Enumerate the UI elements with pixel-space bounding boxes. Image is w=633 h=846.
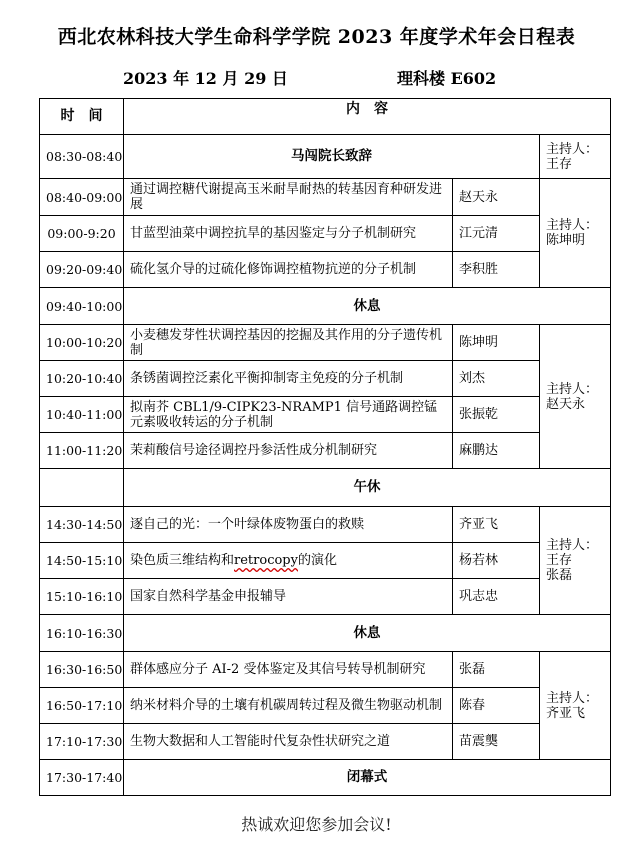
- host-cell: 主持人： 齐亚飞: [540, 652, 611, 760]
- talk-title: 小麦穗发芽性状调控基因的挖掘及其作用的分子遗传机制: [124, 325, 453, 361]
- talk-title: 生物大数据和人工智能时代复杂性状研究之道: [124, 724, 453, 760]
- time-cell: 15:10-16:10: [40, 579, 124, 615]
- speaker-cell: 江元清: [453, 216, 540, 252]
- time-cell: 11:00-11:20: [40, 433, 124, 469]
- welcome-message: 热诚欢迎您参加会议!: [241, 815, 392, 834]
- talk-title: 硫化氢介导的过硫化修饰调控植物抗逆的分子机制: [124, 252, 453, 288]
- lunch-break-label: 午休: [124, 469, 611, 507]
- table-row: [40, 397, 611, 433]
- table-row: [40, 543, 611, 579]
- table-row: [40, 288, 611, 325]
- schedule-table: [39, 98, 611, 796]
- event-date: 2023 年 12 月 29 日: [123, 69, 288, 88]
- time-cell: 14:30-14:50: [40, 507, 124, 543]
- talk-title: 条锈菌调控泛素化平衡抑制寄主免疫的分子机制: [124, 361, 453, 397]
- speaker-cell: 陈春: [453, 688, 540, 724]
- talk-title-part: 染色质三维结构和: [130, 553, 235, 568]
- break-label: 休息: [124, 288, 611, 325]
- speaker-cell: 张振乾: [453, 397, 540, 433]
- host-cell: 主持人： 王存: [540, 135, 611, 179]
- speaker-cell: 苗震龑: [453, 724, 540, 760]
- time-cell: 10:20-10:40: [40, 361, 124, 397]
- closing-ceremony: 闭幕式: [124, 760, 611, 796]
- time-cell: 10:40-11:00: [40, 397, 124, 433]
- table-row: [40, 325, 611, 361]
- table-row: [40, 760, 611, 796]
- speaker-cell: 麻鹏达: [453, 433, 540, 469]
- time-cell: [40, 469, 124, 507]
- speaker-cell: 刘杰: [453, 361, 540, 397]
- table-row: [40, 652, 611, 688]
- time-cell: 09:20-09:40: [40, 252, 124, 288]
- time-cell: 17:10-17:30: [40, 724, 124, 760]
- talk-title: 逐自己的光：一个叶绿体废物蛋白的救赎: [124, 507, 453, 543]
- talk-title: 通过调控糖代谢提高玉米耐旱耐热的转基因育种研发进展: [124, 179, 453, 216]
- time-cell: 16:50-17:10: [40, 688, 124, 724]
- time-cell: 09:00-9:20: [40, 216, 124, 252]
- talk-title: [124, 543, 453, 579]
- host-cell: 主持人： 赵天永: [540, 325, 611, 469]
- speaker-cell: 齐亚飞: [453, 507, 540, 543]
- time-cell: 16:10-16:30: [40, 615, 124, 652]
- time-cell: 16:30-16:50: [40, 652, 124, 688]
- speaker-cell: 杨若林: [453, 543, 540, 579]
- opening-speech: 马闯院长致辞: [124, 135, 540, 179]
- time-cell: 17:30-17:40: [40, 760, 124, 796]
- speaker-cell: 张磊: [453, 652, 540, 688]
- host-cell: 主持人： 王存 张磊: [540, 507, 611, 615]
- speaker-cell: 李积胜: [453, 252, 540, 288]
- time-cell: 09:40-10:00: [40, 288, 124, 325]
- talk-title: 茉莉酸信号途径调控丹参活性成分机制研究: [124, 433, 453, 469]
- table-row: [40, 361, 611, 397]
- table-row: [40, 579, 611, 615]
- table-row: [40, 433, 611, 469]
- spellcheck-word: retrocopy: [234, 553, 298, 568]
- table-row: [40, 135, 611, 179]
- host-cell: 主持人： 陈坤明: [540, 179, 611, 288]
- page-title: 西北农林科技大学生命科学学院 2023 年度学术年会日程表: [57, 26, 576, 48]
- time-cell: 08:30-08:40: [40, 135, 124, 179]
- time-cell: 14:50-15:10: [40, 543, 124, 579]
- event-venue: 理科楼 E602: [397, 69, 497, 88]
- break-label: 休息: [124, 615, 611, 652]
- table-row: [40, 688, 611, 724]
- table-row: [40, 615, 611, 652]
- talk-title: 甘蓝型油菜中调控抗旱的基因鉴定与分子机制研究: [124, 216, 453, 252]
- talk-title: 纳米材料介导的土壤有机碳周转过程及微生物驱动机制: [124, 688, 453, 724]
- table-row: [40, 507, 611, 543]
- talk-title: 拟南芥 CBL1/9-CIPK23-NRAMP1 信号通路调控锰元素吸收转运的分子机制: [124, 397, 453, 433]
- speaker-cell: 赵天永: [453, 179, 540, 216]
- table-row: [40, 179, 611, 216]
- time-cell: 10:00-10:20: [40, 325, 124, 361]
- table-row: [40, 469, 611, 507]
- table-row: [40, 216, 611, 252]
- time-column-header: 时 间: [40, 99, 124, 135]
- talk-title: 群体感应分子 AI-2 受体鉴定及其信号转导机制研究: [124, 652, 453, 688]
- table-header-row: [40, 99, 611, 135]
- content-column-header: 内 容: [124, 99, 611, 135]
- speaker-cell: 陈坤明: [453, 325, 540, 361]
- table-row: [40, 724, 611, 760]
- talk-title-part: 的演化: [297, 553, 337, 568]
- speaker-cell: 巩志忠: [453, 579, 540, 615]
- time-cell: 08:40-09:00: [40, 179, 124, 216]
- talk-title: 国家自然科学基金申报辅导: [124, 579, 453, 615]
- table-row: [40, 252, 611, 288]
